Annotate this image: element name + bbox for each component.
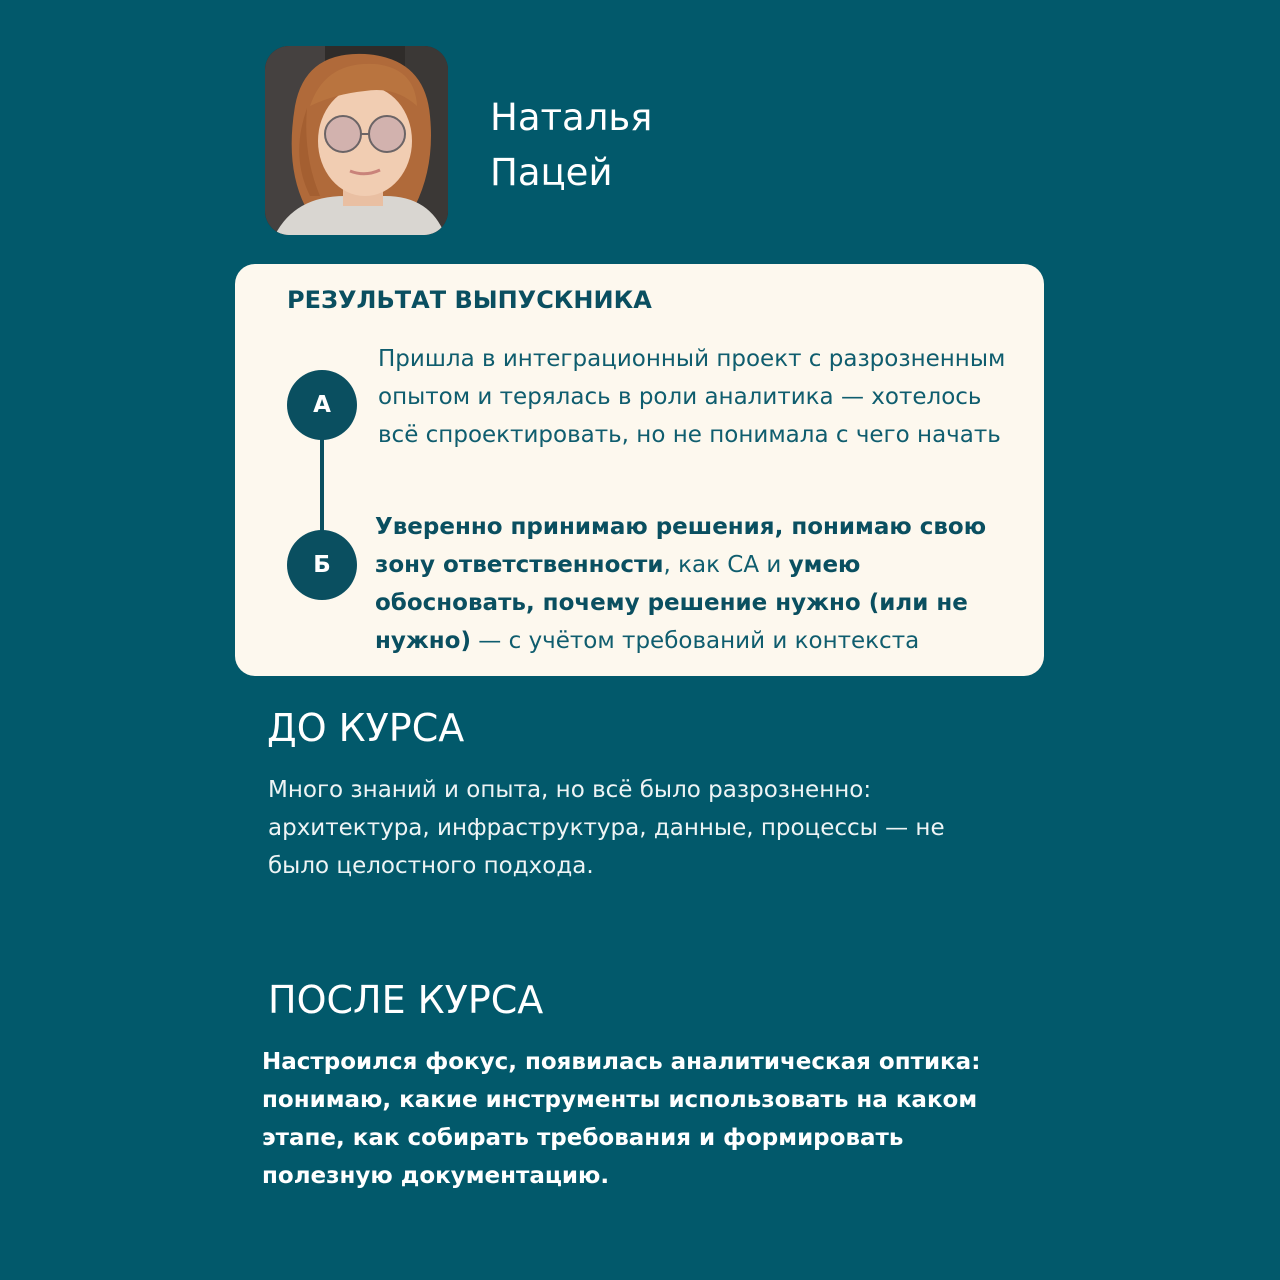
card-title: РЕЗУЛЬТАТ ВЫПУСКНИКА bbox=[287, 286, 652, 314]
profile-photo bbox=[265, 46, 448, 235]
graduate-result-card bbox=[235, 264, 1044, 676]
avatar bbox=[265, 46, 448, 235]
point-b-regular-1: , как СА и bbox=[663, 552, 789, 578]
last-name: Пацей bbox=[490, 151, 613, 194]
after-course-title: ПОСЛЕ КУРСА bbox=[268, 978, 544, 1022]
point-b-bold-1: Уверенно принимаю решения, понимаю свою зону ответственности bbox=[375, 514, 987, 578]
first-name: Наталья bbox=[490, 96, 653, 139]
after-course-text: Настроился фокус, появилась аналитическая оптика: понимаю, какие инструменты использовать на каком этапе, как собирать требования и формировать полезную документацию. bbox=[262, 1049, 981, 1189]
point-a-text: Пришла в интеграционный проект с разрозненным опытом и терялась в роли аналитика — хотелось всё спроектировать, но не понимала с чего начать bbox=[378, 346, 1006, 448]
point-a-marker: А bbox=[287, 370, 357, 440]
point-b-marker: Б bbox=[287, 530, 357, 600]
point-b-regular-2: — с учётом требований и контекста bbox=[470, 628, 920, 654]
point-b-bold-2: умею обосновать, почему решение нужно (или не нужно) bbox=[375, 552, 968, 654]
point-b-text bbox=[375, 508, 1015, 660]
before-course-text: Много знаний и опыта, но всё было разрозненно: архитектура, инфраструктура, данные, процессы — не было целостного подхода. bbox=[268, 777, 945, 879]
timeline-connector bbox=[320, 434, 324, 534]
before-course-title: ДО КУРСА bbox=[267, 706, 465, 750]
profile-name bbox=[490, 90, 652, 200]
